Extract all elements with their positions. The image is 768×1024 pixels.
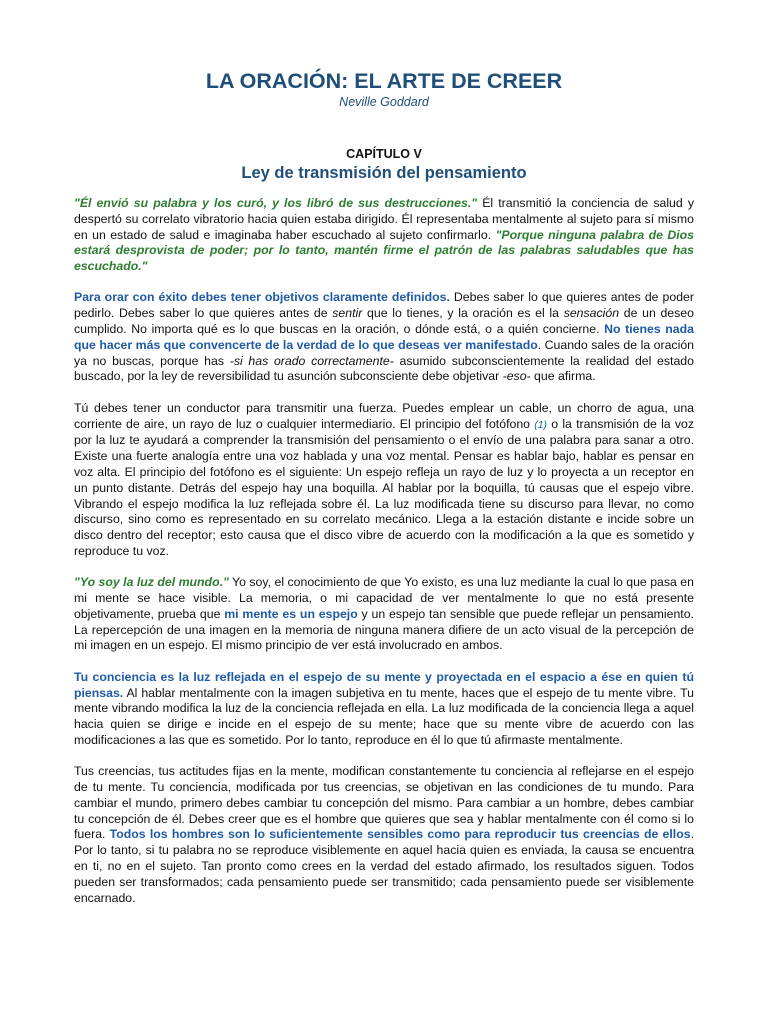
paragraph-3 (74, 401, 694, 560)
paragraph-text: Tú debes tener un conductor para transmitir una fuerza. Puedes emplear un cable, un chorro de agua, una corriente de aire, un rayo de luz o cualquier intermediario. El principio del fotófono (74, 400, 694, 431)
emphasis-text: sensación (563, 306, 620, 321)
paragraph-text: o la transmisión de la voz por la luz te ayudará a comprender la transmisión del pensamiento o el envío de una palabra para sanar a otro. Existe una fuerte analogía entre una voz hablada y una voz mental. Pensar es hablar bajo, hablar es pensar en voz alta. El principio del fotófono es el siguiente: Un espejo refleja un rayo de luz y lo proyecta a un receptor en un punto distante. Detrás del espejo hay una boquilla. Al hablar por la boquilla, tú causas que el espejo vibre. Vibrando el espejo modifica la luz reflejada sobre él. La luz modificada tiene su discurso para llevar, no como discurso, sino como es representado en su correlato mecánico. Llega a la estación distante e incide sobre un disco dentro del receptor; esto causa que el disco vibre de acuerdo con la modificación a la que es sometido y reproduce tu voz. (74, 416, 694, 558)
paragraph-text: Al hablar mentalmente con la imagen subjetiva en tu mente, haces que el espejo de tu mente vibre. Tu mente vibrando modifica la luz de la conciencia reflejada en ella. La luz modificada de la conciencia llega a aquel hacia quien se dirige e incide en el espejo de su mente; hace que su mente vibre de acuerdo con las modificaciones a las que es sometido. Por lo tanto, reproduce en él lo que tú afirmaste mentalmente. (74, 685, 694, 747)
paragraph-2 (74, 290, 694, 385)
paragraph-6 (74, 764, 694, 906)
paragraph-text: Tus creencias, tus actitudes fijas en la mente, modifican constantemente tu conciencia al reflejarse en el espejo de tu mente. Tu conciencia, modificada por tus creencias, se objetivan en las condiciones de tu mundo. Para cambiar el mundo, primero debes cambiar tu concepción del mismo. Para cambiar a un hombre, debes cambiar tu concepción de él. Debes creer que es el hombre que quieres que sea y hablar mentalmente con él como si lo fuera. (74, 764, 694, 842)
highlighted-text: Para orar con éxito debes tener objetivos claramente definidos. (74, 290, 450, 305)
chapter-title: Ley de transmisión del pensamiento (241, 164, 527, 182)
paragraph-text: . Cuando sales de la oración ya no buscas, porque has (74, 337, 694, 368)
scripture-quote: "Porque ninguna palabra de Dios estará desprovista de poder; por lo tanto, mantén firme el patrón de las palabras saludables que has escuchado." (74, 227, 694, 274)
paragraph-text: y un espejo tan sensible que puede reflejar un pensamiento. La repercepción de una imagen en la memoria de ninguna manera difiere de un acto visual de la percepción de mi imagen en un espejo. El mismo principio de ver está involucrado en ambos. (74, 606, 694, 653)
paragraph-text: Yo soy, el conocimiento de que Yo existo, es una luz mediante la cual lo que pasa en mi mente se hace visible. La memoria, o mi capacidad de ver mentalmente lo que no está presente objetivamente, prueba que (74, 575, 694, 621)
document-author: Neville Goddard (339, 95, 429, 109)
paragraph-text: que lo tienes, y la oración es el la (362, 306, 564, 321)
paragraph-1 (74, 196, 694, 275)
highlighted-text: Todos los hombres son lo suficientemente sensibles como para reproducir tus creencias de ellos (109, 827, 691, 842)
paragraph-text: . Por lo tanto, si tu palabra no se reproduce visiblemente en aquel hacia quien es enviada, la causa se encuentra en ti, no en el sujeto. Tan pronto como crees en la verdad del estado afirmado, los resultados siguen. Todos pueden ser transformados; cada pensamiento puede ser transmitido; cada pensamiento puede ser visiblemente encarnado. (74, 827, 694, 905)
paragraph-text: que afirma. (530, 369, 596, 384)
highlighted-text: Tu conciencia es la luz reflejada en el espejo de su mente y proyectada en el espacio a ése en quien tú piensas. (74, 669, 694, 700)
highlighted-text: No tienes nada que hacer más que convencerte de la verdad de lo que deseas ver manifestado (74, 322, 694, 352)
footnote-reference[interactable]: (1) (534, 418, 548, 431)
paragraph-5 (74, 670, 694, 749)
paragraph-4 (74, 575, 694, 654)
paragraph-text: Él transmitió la conciencia de salud y despertó su correlato vibratorio hacia quien estaba dirigido. Él representaba mentalmente al sujeto para sí mismo en un estado de salud e imaginaba haber escuchado al sujeto confirmarlo. (74, 196, 694, 242)
emphasis-text: -eso- (502, 369, 531, 384)
paragraph-text: Debes saber lo que quieres antes de poder pedirlo. Debes saber lo que quieres antes de (74, 290, 694, 321)
highlighted-text: mi mente es un espejo (224, 606, 358, 621)
scripture-quote: "Yo soy la luz del mundo." (74, 575, 229, 590)
scripture-quote: "Él envió su palabra y los curó, y los libró de sus destrucciones." (74, 196, 478, 210)
emphasis-text: -si has orado correctamente- (229, 353, 394, 368)
emphasis-text: sentir (332, 306, 363, 321)
paragraph-text: asumido subconscientemente la realidad del estado buscado, por la ley de reversibilidad tu asunción subconsciente debe objetivar (74, 353, 694, 384)
paragraph-text: de un deseo cumplido. No importa qué es lo que buscas en la oración, o dónde está, o a quién concierne. (74, 306, 694, 337)
chapter-label: CAPÍTULO V (346, 147, 422, 161)
document-title: LA ORACIÓN: EL ARTE DE CREER (205, 69, 563, 93)
